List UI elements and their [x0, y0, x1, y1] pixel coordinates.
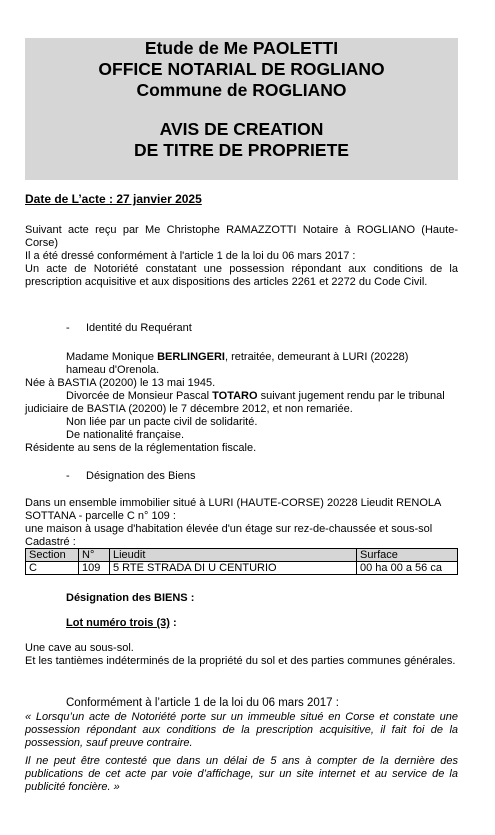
header-box: [25, 38, 458, 180]
loi-quote-1: « Lorsqu’un acte de Notoriété porte sur un immeuble situé en Corse et constate une possession répondant aux conditions de la prescription acquisitive, il fait foi de la possession, sauf preuve contraire.: [25, 711, 458, 750]
table-header-cell: Section: [26, 549, 79, 562]
requerant-line-8: Résidente au sens de la réglementation fiscale.: [25, 442, 257, 454]
table-header-cell: N°: [79, 549, 110, 562]
biens-line-1: Dans un ensemble immobilier situé à LURI (HAUTE-CORSE) 20228 Lieudit RENOLA: [25, 497, 442, 509]
ex-spouse-surname: TOTARO: [212, 390, 258, 402]
designation-heading: Désignation des BIENS :: [66, 592, 195, 604]
table-cell: 00 ha 00 a 56 ca: [357, 562, 458, 575]
lot-line: [66, 617, 177, 630]
table-header-row: [26, 549, 458, 562]
loi-quote-2: Il ne peut être contesté que dans un délai de 5 ans à compter de la dernière des publications de cet acte par voie d’affichage, sur un site internet et au service de la publicité foncière. »: [25, 755, 458, 794]
commune-name: Commune de ROGLIANO: [136, 80, 347, 100]
divorce-prefix: Divorcée de Monsieur Pascal: [66, 390, 213, 402]
requerant-line-7: De nationalité française.: [66, 429, 185, 441]
divorce-suffix: suivant jugement rendu par le tribunal: [257, 390, 445, 402]
loi-intro: Conformément à l’article 1 de la loi du 06 mars 2017 :: [66, 697, 339, 709]
cadastre-table: [25, 548, 458, 575]
lot-number: Lot numéro trois (3): [66, 617, 170, 629]
table-cell: 5 RTE STRADA DI U CENTURIO: [110, 562, 357, 575]
requerant-heading: Identité du Requérant: [86, 322, 192, 334]
biens-line-4: Cadastré :: [25, 536, 76, 548]
table-row: [26, 562, 458, 575]
requerant-line-1: [66, 351, 408, 364]
table-header-cell: Lieudit: [110, 549, 357, 562]
intro-paragraph-2: Il a été dressé conformément à l'article 1 de la loi du 06 mars 2017 :: [25, 250, 356, 262]
biens-heading-bullet: -: [66, 470, 70, 482]
designation-line-1: Une cave au sous-sol.: [25, 642, 134, 654]
designation-line-2: Et les tantièmes indéterminés de la propriété du sol et des parties communes générales.: [25, 655, 456, 667]
requerant-line-5: judiciaire de BASTIA (20200) le 7 décembre 2012, et non remariée.: [25, 403, 353, 415]
requerant-heading-bullet: -: [66, 322, 70, 334]
intro-paragraph-3: Un acte de Notoriété constatant une possession répondant aux conditions de la prescription acquisitive et aux dispositions des articles 2261 et 2272 du Code Civil.: [25, 263, 458, 289]
office-name: Etude de Me PAOLETTI: [144, 38, 339, 58]
requerant-line-4: [66, 390, 445, 403]
notice-title-line1: AVIS DE CREATION: [159, 119, 324, 139]
deed-date: Date de L’acte : 27 janvier 2025: [25, 192, 202, 206]
requerant-name-suffix: , retraitée, demeurant à LURI (20228): [224, 351, 409, 363]
header-spacer: [25, 101, 458, 119]
table-cell: 109: [79, 562, 110, 575]
biens-line-3: une maison à usage d'habitation élevée d'un étage sur rez-de-chaussée et sous-sol: [25, 523, 433, 535]
table-header-cell: Surface: [357, 549, 458, 562]
biens-line-2: SOTTANA - parcelle C n° 109 :: [25, 510, 176, 522]
intro-paragraph-1: Suivant acte reçu par Me Christophe RAMAZZOTTI Notaire à ROGLIANO (Haute-Corse): [25, 224, 458, 250]
biens-heading: Désignation des Biens: [86, 470, 196, 482]
requerant-surname: BERLINGERI: [157, 351, 225, 363]
table-cell: C: [26, 562, 79, 575]
requerant-line-3: Née à BASTIA (20200) le 13 mai 1945.: [25, 377, 216, 389]
lot-suffix: :: [169, 617, 177, 629]
office-title: OFFICE NOTARIAL DE ROGLIANO: [98, 59, 385, 79]
requerant-line-6: Non liée par un pacte civil de solidarité.: [66, 416, 258, 428]
requerant-name-prefix: Madame Monique: [66, 351, 158, 363]
requerant-line-2: hameau d'Orenola.: [66, 364, 160, 376]
notice-title-line2: DE TITRE DE PROPRIETE: [134, 140, 349, 160]
